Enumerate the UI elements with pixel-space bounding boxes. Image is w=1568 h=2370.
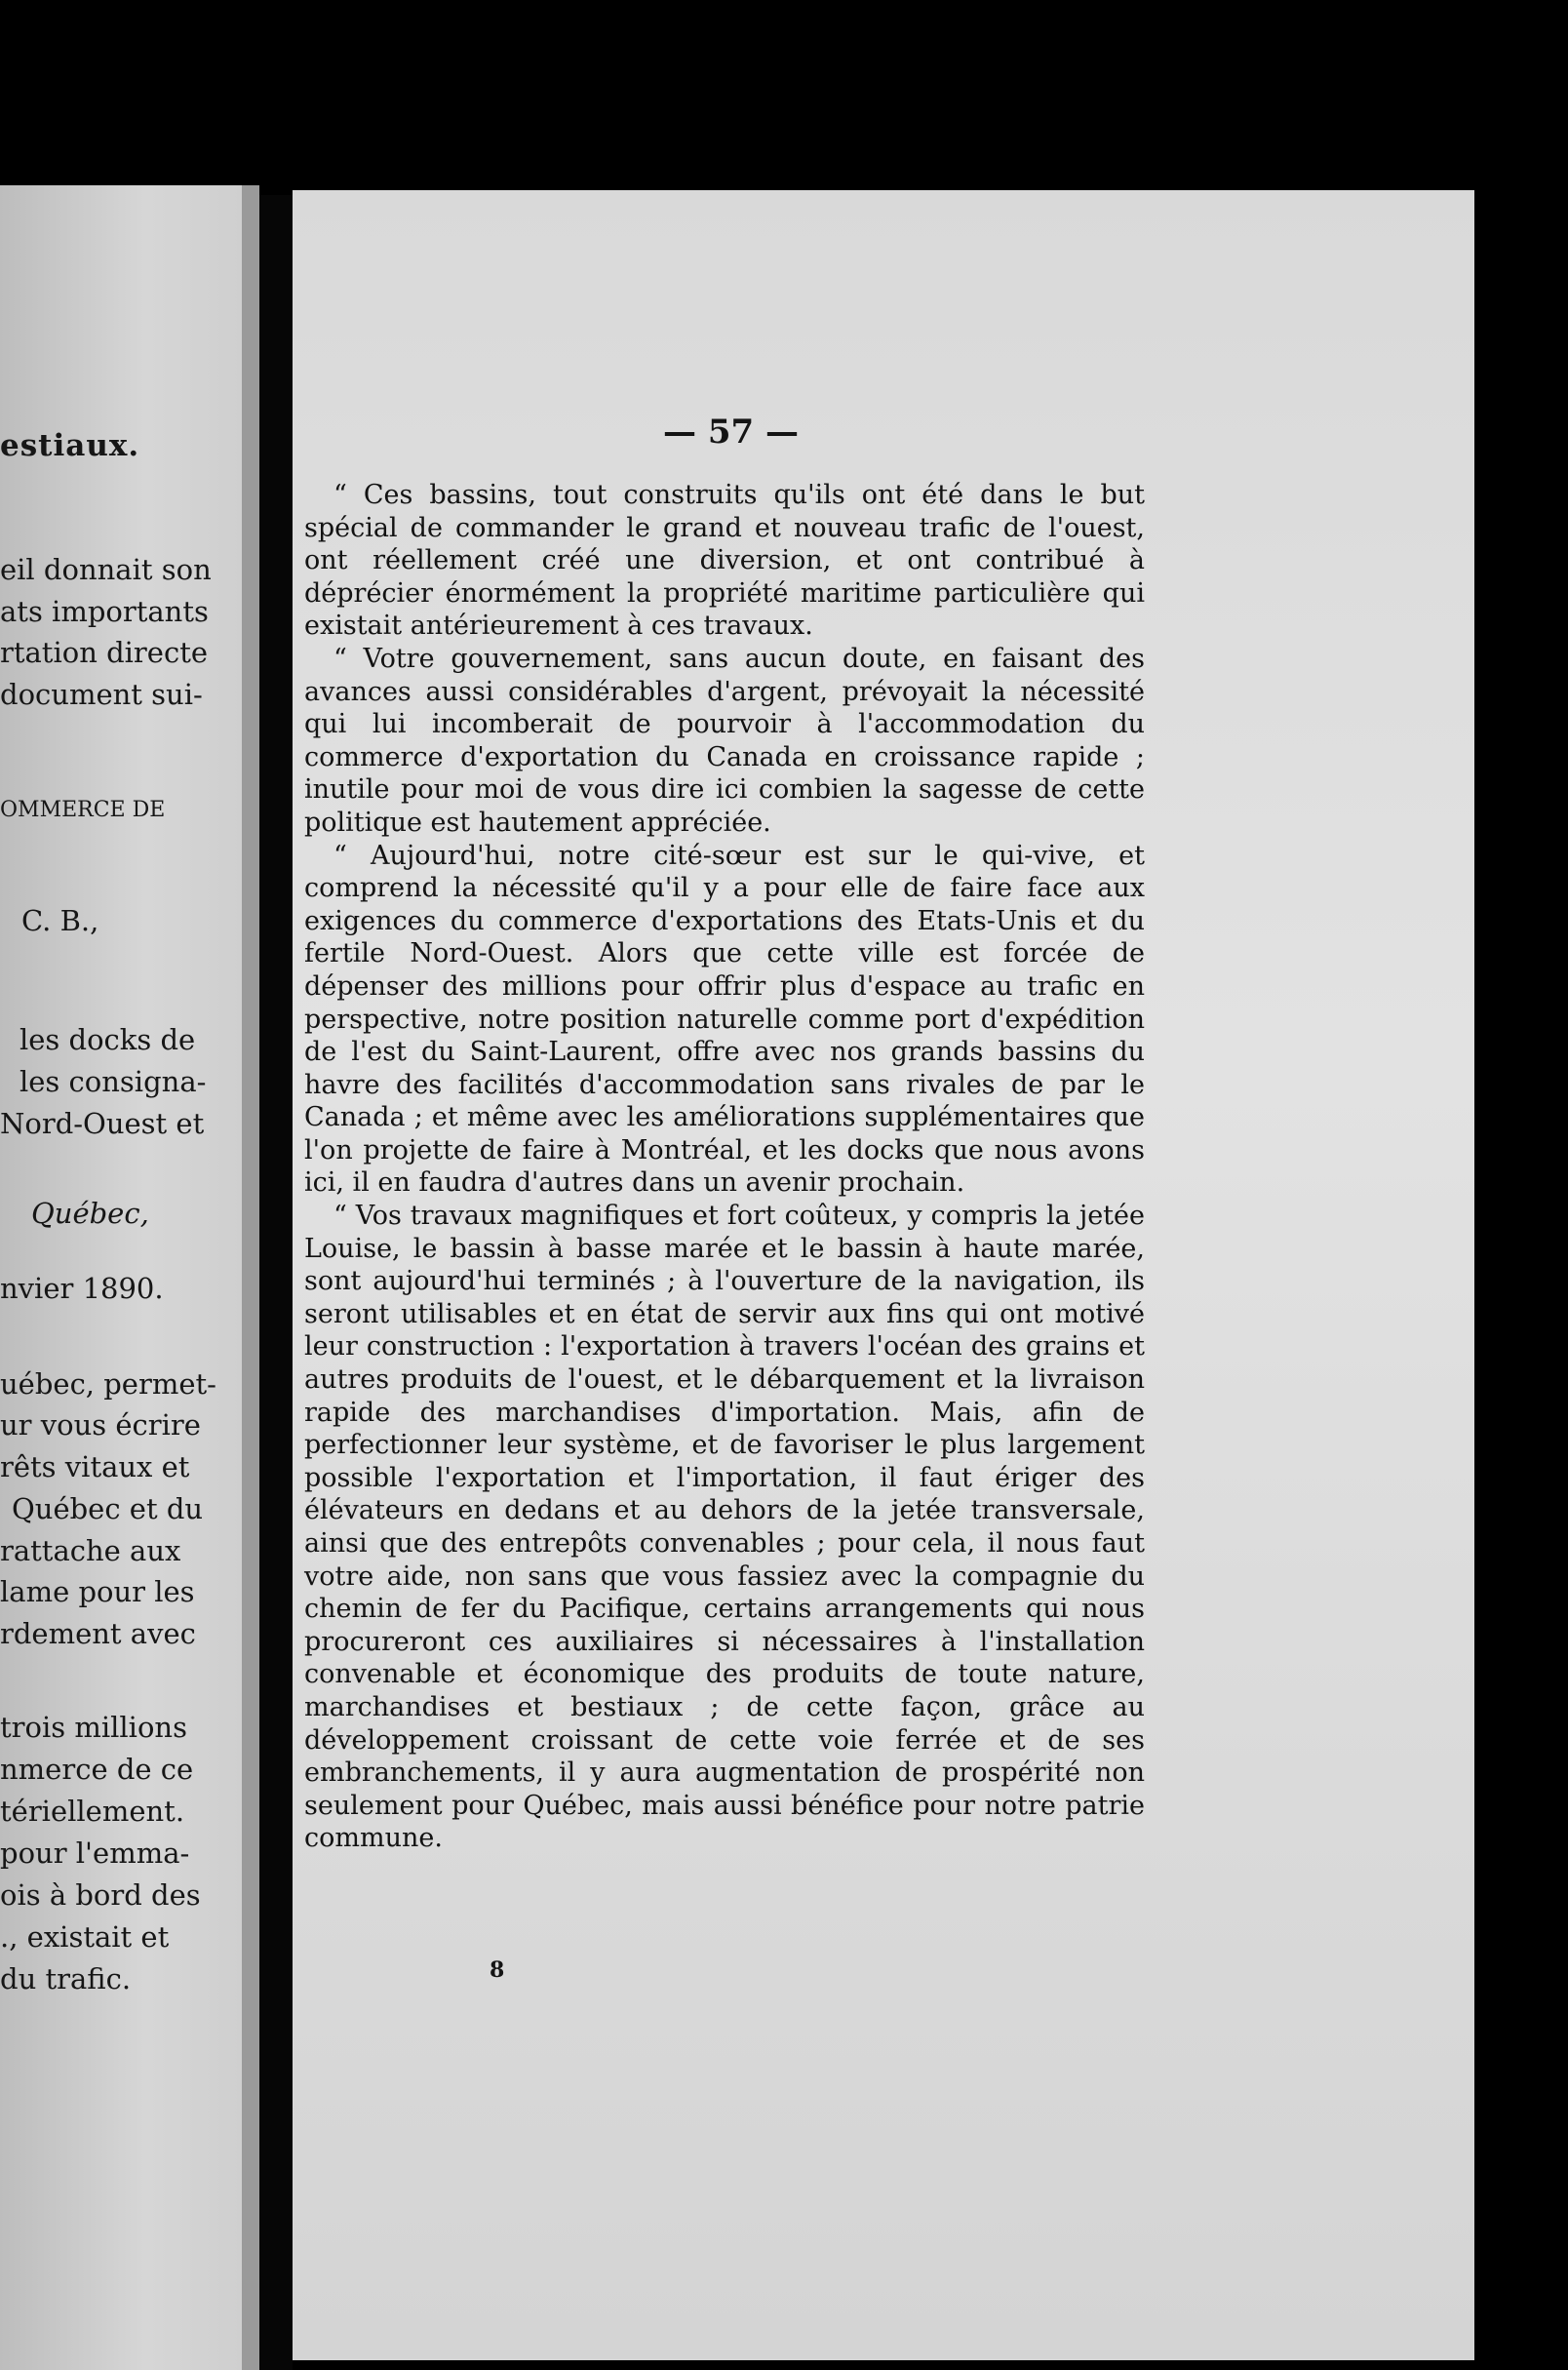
- left-text-fragment: Québec,: [31, 1197, 149, 1230]
- left-text-fragment: rtation directe: [0, 636, 209, 669]
- left-text-fragment: Nord-Ouest et: [0, 1107, 205, 1140]
- page-body: [304, 479, 1145, 1855]
- left-text-fragment: nvier 1890.: [0, 1272, 164, 1305]
- left-text-fragment: trois millions: [0, 1711, 187, 1744]
- left-text-fragment: uébec, permet-: [0, 1367, 216, 1401]
- paragraph: “ Votre gouvernement, sans aucun doute, en faisant des avances aussi considérables d'argent, prévoyait la nécessité qui lui incomberait de pourvoir à l'accommodation du commerce d'exportation du Canada en croissance rapide ; inutile pour moi de vous dire ici combien la sagesse de cette politique est hautement appréciée.: [304, 643, 1145, 838]
- left-text-fragment: pour l'emma-: [0, 1837, 190, 1870]
- left-text-fragment: rdement avec: [0, 1617, 196, 1650]
- left-text-fragment: du trafic.: [0, 1962, 132, 1995]
- signature-mark: 8: [490, 1957, 505, 1983]
- left-text-fragment: OMMERCE DE: [0, 798, 166, 822]
- left-text-fragment: les docks de: [20, 1023, 196, 1056]
- left-text-fragment: ois à bord des: [0, 1878, 201, 1912]
- left-text-fragment: eil donnait son: [0, 553, 212, 586]
- left-text-fragment: tériellement.: [0, 1795, 185, 1828]
- left-text-fragment: document sui-: [0, 678, 203, 711]
- left-text-fragment: lame pour les: [0, 1575, 195, 1608]
- paragraph: “ Aujourd'hui, notre cité-sœur est sur le qui-vive, et comprend la nécessité qu'il y a pour elle de faire face aux exigences du commerce d'exportations des Etats-Unis et du fertile Nord-Ouest. Alors que cette ville est forcée de dépenser des millions pour offrir plus d'espace au trafic en perspective, notre position naturelle comme port d'expédition de l'est du Saint-Laurent, offre avec nos grands bassins du havre des facilités d'accommodation sans rivales de par le Canada ; et même avec les améliorations supplémentaires que l'on projette de faire à Montréal, et les docks que nous avons ici, il en faudra d'autres dans un avenir prochain.: [304, 840, 1145, 1199]
- book-spine: [259, 195, 293, 2370]
- left-text-fragment: C. B.,: [21, 904, 99, 937]
- paragraph: “ Vos travaux magnifiques et fort coûteux, y compris la jetée Louise, le bassin à basse marée et le bassin à haute marée, sont aujourd'hui terminés ; à l'ouverture de la navigation, ils seront utilisables et en état de servir aux fins qui ont motivé leur construction : l'exportation à travers l'océan des grains et autres produits de l'ouest, et le débarquement et la livraison rapide des marchandises d'importation. Mais, afin de perfectionner leur système, et de favoriser le plus largement possible l'exportation et l'importation, il faut ériger des élévateurs en dedans et au dehors de la jetée transversale, ainsi que des entrepôts convenables ; pour cela, il nous faut votre aide, non sans que vous fassiez avec la compagnie du chemin de fer du Pacifique, certains arrangements qui nous procureront ces auxiliaires si nécessaires à l'installation convenable et économique des produits de toute nature, marchandises et bestiaux ; de cette façon, grâce au développement croissant de cette voie ferrée et de ses embranchements, il y aura augmentation de prospérité non seulement pour Québec, mais aussi bénéfice pour notre patrie commune.: [304, 1201, 1145, 1854]
- left-text-fragment: Québec et du: [12, 1492, 204, 1525]
- right-page: [293, 190, 1474, 2360]
- left-text-fragment: rêts vitaux et: [0, 1450, 190, 1483]
- left-heading-fragment: estiaux.: [0, 428, 140, 463]
- paragraph: “ Ces bassins, tout construits qu'ils ont été dans le but spécial de commander le grand et nouveau trafic de l'ouest, ont réellement créé une diversion, et ont contribué à déprécier énormément la propriété maritime particulière qui existait antérieurement à ces travaux.: [304, 480, 1145, 642]
- page-number: — 57 —: [663, 413, 799, 452]
- left-text-fragment: ., existait et: [0, 1920, 170, 1954]
- page-gutter: [242, 185, 259, 2370]
- left-text-fragment: ats importants: [0, 595, 209, 628]
- left-text-fragment: ur vous écrire: [0, 1408, 201, 1442]
- left-page: [0, 185, 242, 2370]
- left-text-fragment: les consigna-: [20, 1065, 207, 1098]
- left-text-fragment: nmerce de ce: [0, 1753, 194, 1786]
- left-text-fragment: rattache aux: [0, 1534, 181, 1567]
